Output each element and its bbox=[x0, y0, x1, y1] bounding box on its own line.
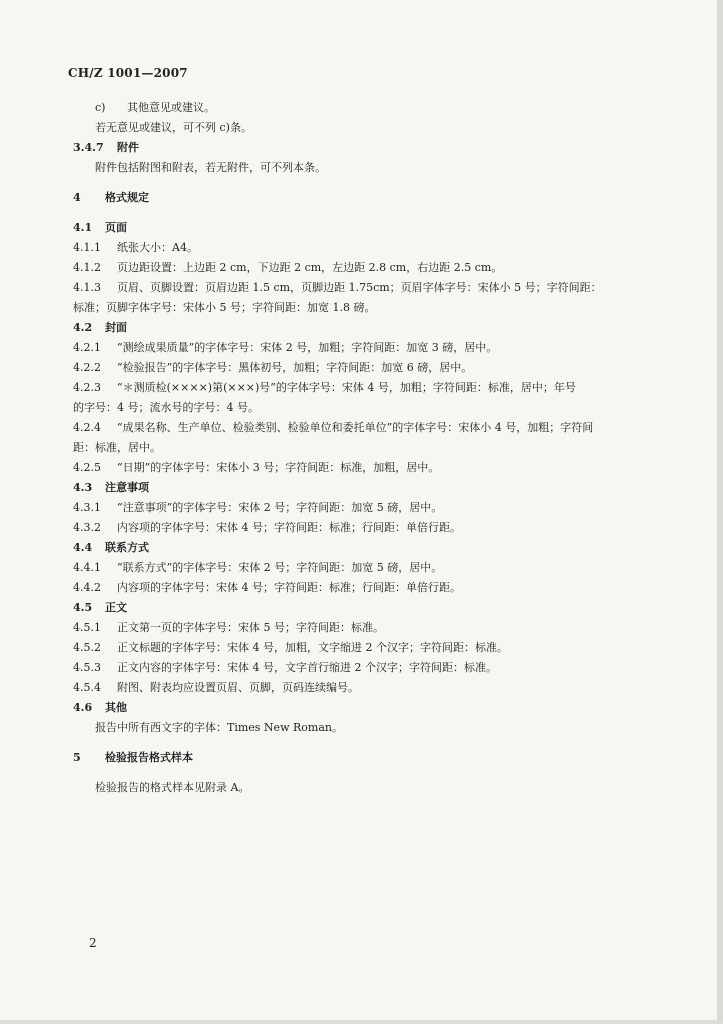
clause-continuation: 距：标准，居中。 bbox=[73, 441, 161, 454]
clause: 4.2.1 “测绘成果质量”的字体字号：宋体 2 号，加粗；字符间距：加宽 3 磅，居中。 bbox=[73, 341, 498, 354]
clause: 4.1.2 页边距设置：上边距 2 cm，下边距 2 cm，左边距 2.8 cm，右边距 2.5 cm。 bbox=[73, 261, 503, 274]
clause: 4.5.2 正文标题的字体字号：宋体 4 号，加粗，文字缩进 2 个汉字；字符间距：标准。 bbox=[73, 641, 508, 654]
clause: 4.5.1 正文第一页的字体字号：宋体 5 号；字符间距：标准。 bbox=[73, 621, 384, 634]
clause: 4.5.3 正文内容的字体字号：宋体 4 号，文字首行缩进 2 个汉字；字符间距：标准。 bbox=[73, 661, 497, 674]
section-heading: 4.4 联系方式 bbox=[73, 541, 149, 554]
clause: 4.4.1 “联系方式”的字体字号：宋体 2 号；字符间距：加宽 5 磅，居中。 bbox=[73, 561, 443, 574]
section-heading: 4 格式规定 bbox=[73, 191, 149, 204]
clause: 4.4.2 内容项的字体字号：宋体 4 号；字符间距：标准；行间距：单倍行距。 bbox=[73, 581, 461, 594]
section-heading: 4.5 正文 bbox=[73, 601, 127, 614]
page-bottom-edge bbox=[0, 1020, 723, 1024]
document-body bbox=[73, 98, 673, 798]
paragraph: 附件包括附图和附表，若无附件，可不列本条。 bbox=[95, 161, 326, 174]
section-heading: 5 检验报告格式样本 bbox=[73, 751, 193, 764]
list-item-c: c) 其他意见或建议。 bbox=[95, 101, 215, 114]
clause: 4.1.1 纸张大小：A4。 bbox=[73, 241, 198, 254]
section-heading: 4.6 其他 bbox=[73, 701, 127, 714]
clause: 4.5.4 附图、附表均应设置页眉、页脚，页码连续编号。 bbox=[73, 681, 359, 694]
clause: 4.2.5 “日期”的字体字号：宋体小 3 号；字符间距：标准，加粗，居中。 bbox=[73, 461, 440, 474]
clause: 4.3.2 内容项的字体字号：宋体 4 号；字符间距：标准；行间距：单倍行距。 bbox=[73, 521, 461, 534]
section-heading: 3.4.7 附件 bbox=[73, 141, 139, 154]
clause: 4.2.4 “成果名称、生产单位、检验类别、检验单位和委托单位”的字体字号：宋体小 4 号，加粗；字符间 bbox=[73, 421, 594, 434]
page-number: 2 bbox=[89, 936, 97, 950]
clause: 4.2.2 “检验报告”的字体字号：黑体初号，加粗；字符间距：加宽 6 磅，居中。 bbox=[73, 361, 473, 374]
clause: 4.3.1 “注意事项”的字体字号：宋体 2 号；字符间距：加宽 5 磅，居中。 bbox=[73, 501, 443, 514]
section-heading: 4.1 页面 bbox=[73, 221, 127, 234]
paragraph: 若无意见或建议，可不列 c)条。 bbox=[95, 121, 252, 134]
clause: 4.2.3 “＊测质检(××××)第(×××)号”的字体字号：宋体 4 号，加粗；字符间距：标准，居中；年号 bbox=[73, 381, 576, 394]
section-heading: 4.2 封面 bbox=[73, 321, 127, 334]
clause-continuation: 标准；页脚字体字号：宋体小 5 号；字符间距：加宽 1.8 磅。 bbox=[73, 301, 376, 314]
clause-continuation: 的字号：4 号；流水号的字号：4 号。 bbox=[73, 401, 259, 414]
paragraph: 检验报告的格式样本见附录 A。 bbox=[95, 781, 250, 794]
page-header: CH/Z 1001—2007 bbox=[68, 66, 188, 80]
clause: 4.1.3 页眉、页脚设置：页眉边距 1.5 cm，页脚边距 1.75cm；页眉字体字号：宋体小 5 号；字符间距： bbox=[73, 281, 602, 294]
section-heading: 4.3 注意事项 bbox=[73, 481, 149, 494]
paragraph: 报告中所有西文字的字体：Times New Roman。 bbox=[95, 721, 343, 734]
page-edge-shadow bbox=[717, 0, 723, 1024]
